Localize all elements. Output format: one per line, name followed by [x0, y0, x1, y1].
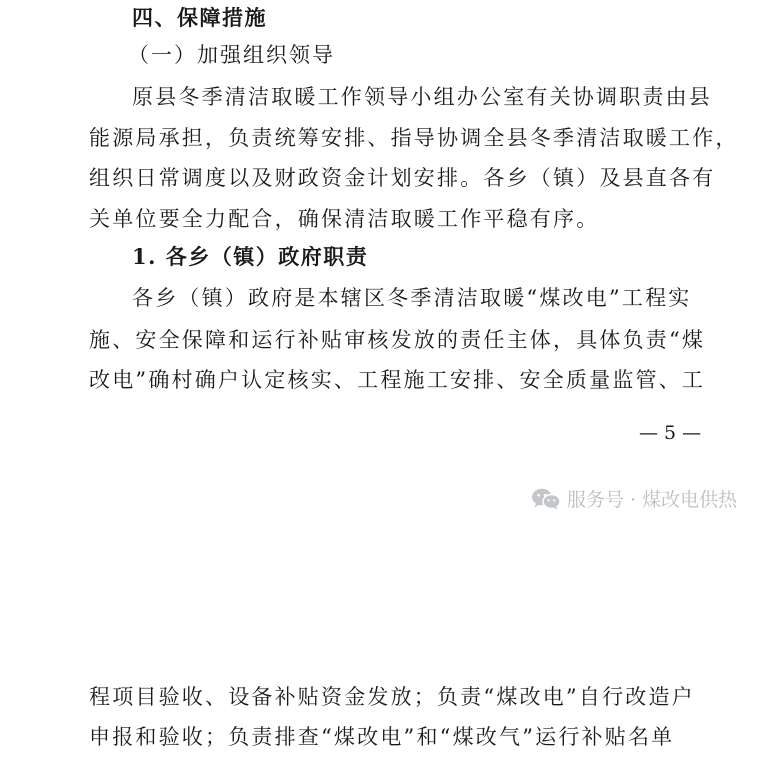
watermark-text: 服务号 · 煤改电供热 [567, 489, 738, 511]
paragraph-line: 改电”确村确户认定核实、工程施工安排、安全质量监管、工 [89, 368, 706, 392]
paragraph-line: 各乡（镇）政府是本辖区冬季清洁取暖“煤改电”工程实 [132, 286, 692, 310]
subsection-heading: （一）加强组织领导 [128, 43, 335, 67]
paragraph-line: 组织日常调度以及财政资金计划安排。各乡（镇）及县直各有 [89, 166, 716, 190]
wechat-icon [531, 487, 561, 511]
section-heading: 四、保障措施 [132, 6, 267, 30]
paragraph-line: 关单位要全力配合，确保清洁取暖工作平稳有序。 [89, 207, 600, 231]
watermark [531, 485, 737, 512]
paragraph-line: 能源局承担，负责统筹安排、指导协调全县冬季清洁取暖工作， [89, 126, 739, 150]
paragraph-line: 程项目验收、设备补贴资金发放；负责“煤改电”自行改造户 [89, 685, 695, 709]
paragraph-line: 施、安全保障和运行补贴审核发放的责任主体，具体负责“煤 [89, 328, 706, 352]
page-number: — 5 — [639, 422, 702, 444]
paragraph-line: 原县冬季清洁取暖工作领导小组办公室有关协调职责由县 [132, 85, 712, 109]
paragraph-line: 申报和验收；负责排查“煤改电”和“煤改气”运行补贴名单 [89, 725, 675, 749]
item-heading: 1. 各乡（镇）政府职责 [132, 244, 369, 269]
